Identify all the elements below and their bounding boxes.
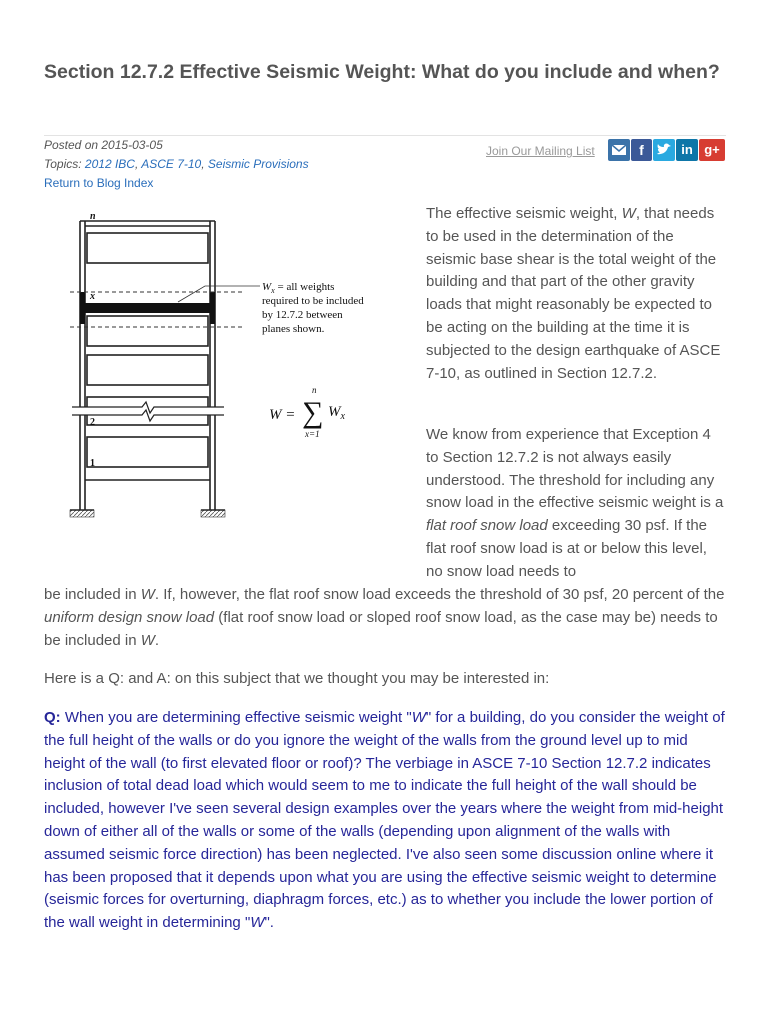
title-divider (44, 135, 726, 136)
equation-sigma: ∑ (302, 396, 324, 429)
equation-lhs: W = (269, 407, 296, 423)
note-line-3: by 12.7.2 between (262, 309, 343, 321)
twitter-icon[interactable] (653, 139, 675, 161)
equation-upper: n (312, 385, 317, 395)
google-plus-icon[interactable]: g+ (699, 139, 725, 161)
label-x: x (90, 291, 95, 302)
paragraph-effective-weight: The effective seismic weight, W, that needs to be used in the determination of the seismic base shear is the total weight of the building and that part of the other gravity loads that might reasonably be expected to be acting on the building at the time it is subjected to the design earthquake of ASCE 7-10, as outlined in Section 12.7.2. (426, 205, 721, 382)
return-to-blog-link[interactable]: Return to Blog Index (44, 176, 154, 190)
paragraph-exception-4: We know from experience that Exception 4 to Section 12.7.2 is not always easily understood. The threshold for including any snow load in the effective seismic weight is a flat roof snow load exceeding 30 psf. If the flat roof snow load is at or below this level, no snow load needs to (426, 426, 724, 580)
equation-term: $W_x$ (328, 404, 345, 422)
label-n: n (90, 211, 96, 222)
note-line-2: required to be included (262, 295, 364, 307)
label-2: 2 (90, 417, 95, 428)
posted-date: Posted on 2015-03-05 (44, 138, 163, 152)
topics-line: Topics: 2012 IBC, ASCE 7-10, Seismic Provisions (44, 157, 309, 171)
topic-link-2012-ibc[interactable]: 2012 IBC (84, 157, 135, 171)
mailing-list-link[interactable]: Join Our Mailing List (486, 144, 595, 158)
topic-link-asce-7-10[interactable]: ASCE 7-10 (141, 157, 202, 171)
note-line-1: $W_x$ = all weights (262, 281, 335, 295)
note-line-4: planes shown. (262, 323, 325, 335)
paragraph-qa-intro: Here is a Q: and A: on this subject that we thought you may be interested in: (44, 670, 550, 687)
question-paragraph: Q: When you are determining effective seismic weight "W" for a building, do you consider the weight of the full height of the walls or do you ignore the weight of the walls from the ground level up to mid height of the wall (to first elevated floor or roof)? The verbiage in ASCE 7-10 Section 12.7.2 indicates inclusion of total dead load which would seem to me to indicate the full height of the wall should be included, however I've seen several design examples over the years where the weight from mid-height down of either all of the walls or some of the walls (depending upon alignment of the walls with assumed seismic force direction) has been neglected. I've also seen some discussion online where it has been proposed that it depends upon what you are using the effective seismic weight to determine (seismic forces for overturning, diaphragm forces, etc.) as to whether you include the lower portion of the wall weight in determining "W". (44, 709, 725, 932)
topic-link-seismic-provisions[interactable]: Seismic Provisions (207, 157, 309, 171)
email-icon[interactable] (608, 139, 630, 161)
equation-lower: x=1 (305, 429, 320, 439)
linkedin-icon[interactable]: in (676, 139, 698, 161)
facebook-icon[interactable]: f (631, 139, 652, 161)
page-title: Section 12.7.2 Effective Seismic Weight: What do you include and when? (44, 61, 720, 83)
label-1: 1 (90, 458, 95, 469)
building-diagram (50, 208, 390, 528)
paragraph-exception-4-continued: be included in W. If, however, the flat roof snow load exceeds the threshold of 30 psf, 20 percent of the uniform design snow load (flat roof snow load or sloped roof snow load, as the case may be) needs to be included in W. (44, 586, 725, 649)
